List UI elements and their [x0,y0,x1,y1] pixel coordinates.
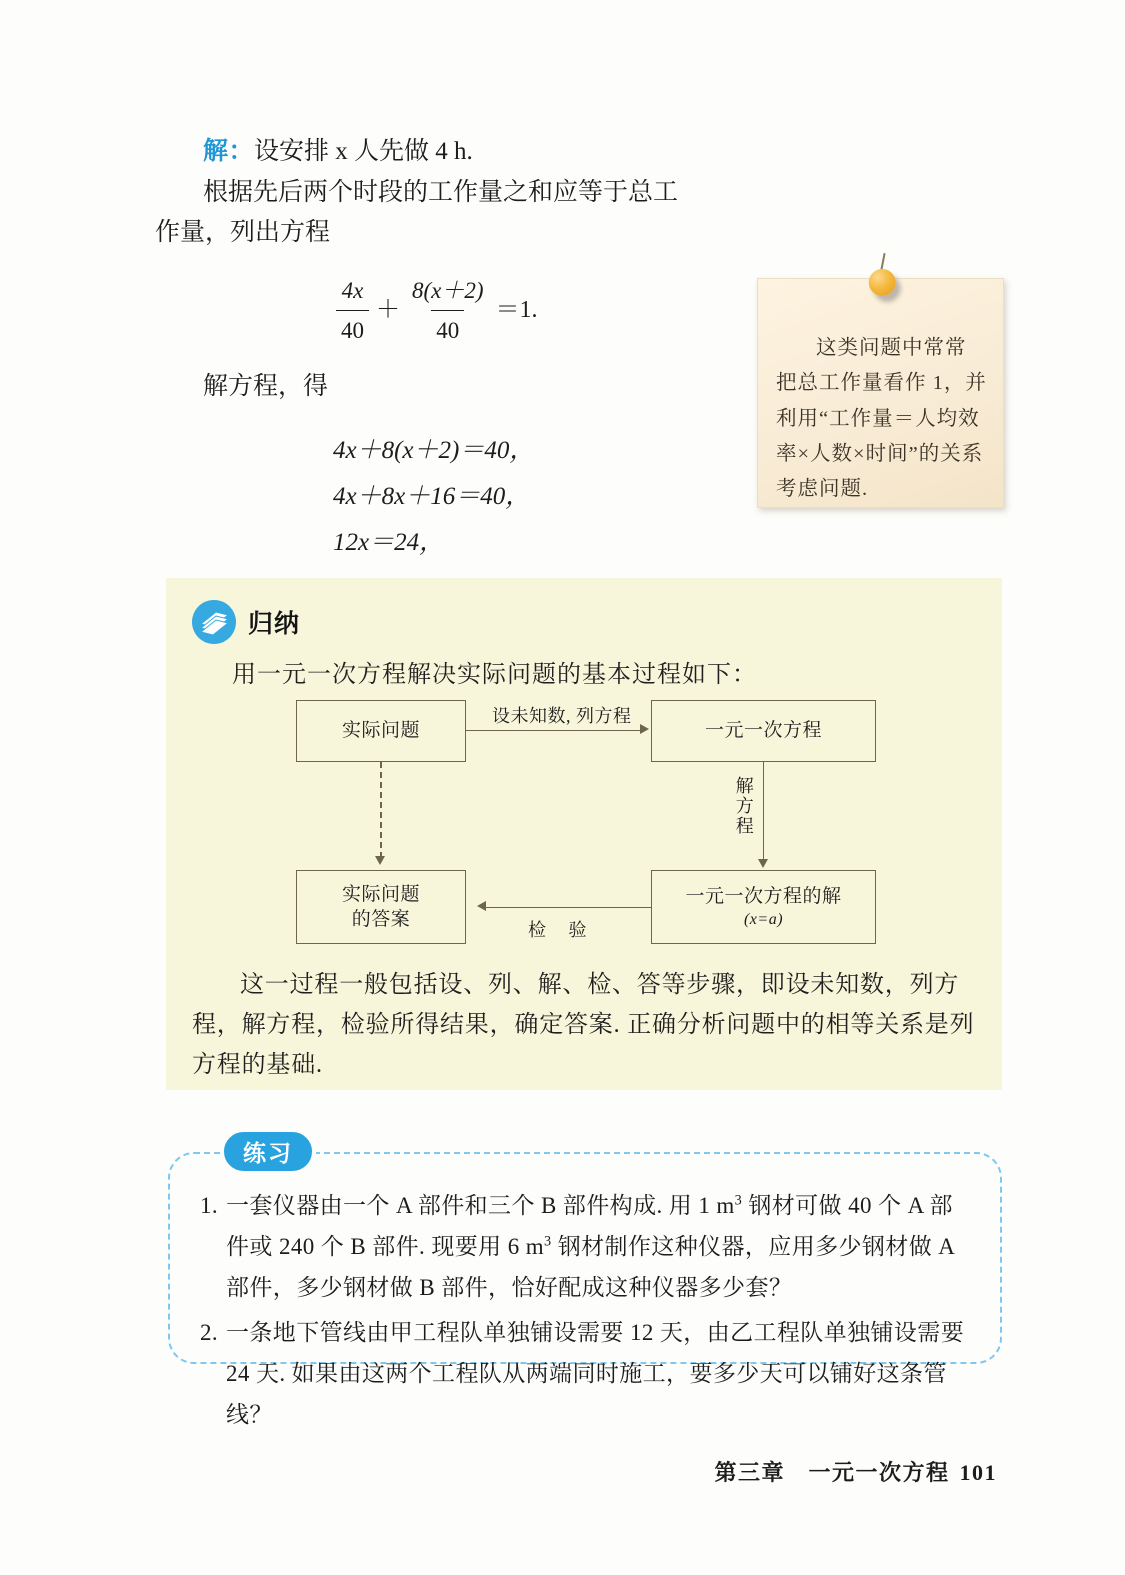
flowchart [296,700,876,940]
arrowhead-solution-to-answer [477,901,486,911]
equation-step: 4x＋8(x＋2)＝40， [333,436,535,464]
flowchart-box-solution-sublabel: (x=a) [743,910,784,928]
exercise-superscript-2: 3 [544,1233,552,1250]
fraction-left-denominator: 40 [336,310,369,349]
solution-line-1: 设安排 x 人先做 4 h. [254,138,473,165]
exercise-box [168,1140,1002,1427]
list-item [192,1186,976,1309]
fraction-right-numerator: 8(x＋2) [412,277,484,303]
exercise-superscript-1: 3 [734,1192,743,1209]
exercise-number: 1. [199,1193,218,1218]
flowchart-label-solve: 解方程 [733,776,754,836]
dashed-arrow-problem-to-answer [380,762,382,858]
exercise-text [226,1186,976,1309]
exercise-text-part-1: 一条地下管线由甲工程队单独铺设需要 12 天，由乙工程队单独铺设需要 24 天. 如果由这两个工程队从两端同时施工，要多少天可以铺好这条管线？ [226,1319,965,1427]
fraction-left-numerator: 4x [341,277,364,303]
sticky-note [757,278,1004,508]
plus-sign: ＋ [376,296,400,323]
fraction-left [336,272,369,350]
summary-header [192,600,300,644]
exercise-text [226,1313,976,1436]
list-item [192,1313,976,1436]
equation-rhs: ＝1. [495,296,538,323]
summary-footer-text: 这一过程一般包括设、列、解、检、答等步骤，即设未知数，列方程，解方程，检验所得结果，确定答案. 正确分析问题中的相等关系是列方程的基础. [192,972,975,1078]
sticky-note-text: 这类问题中常常把总工作量看作 1，并利用“工作量＝人均效率×人数×时间”的关系考虑问题. [776,337,987,500]
arrow-equation-to-solution [763,762,764,862]
arrowhead-problem-to-answer [375,856,385,865]
summary-intro: 用一元一次方程解决实际问题的基本过程如下： [232,662,757,688]
page-number: 101 [959,1460,997,1485]
flowchart-box-answer-label-2: 的答案 [351,909,411,930]
arrow-problem-to-equation [466,730,644,731]
exercise-text-part-1: 一套仪器由一个 A 部件和三个 B 部件构成. 用 1 m [226,1193,735,1218]
arrow-solution-to-answer [486,907,651,908]
flowchart-box-solution-label: 一元一次方程的解 [685,885,842,907]
pushpin-head [868,269,895,296]
solve-prompt: 解方程，得 [203,373,329,400]
fraction-right-denominator: 40 [431,310,464,349]
pushpin-icon [866,265,900,299]
arrowhead-equation-to-solution [758,859,768,868]
footer-chapter: 第三章 一元一次方程 [714,1460,950,1485]
flowchart-box-equation [651,700,876,762]
equation-step: 12x＝24， [333,529,445,556]
flowchart-box-solution [651,870,876,944]
exercise-text-part-3: 钢材制作这种仪器，应用多少钢材做 A 部件，多少钢材做 B 部件，恰好配成这种仪器多少套？ [226,1233,955,1300]
solve-label: 解： [203,138,255,165]
fraction-right [407,272,489,350]
exercise-number: 2. [199,1319,218,1345]
exercise-list [192,1186,976,1440]
solution-line-2: 根据先后两个时段的工作量之和应等于总工 [203,178,679,206]
book-stack-icon [192,600,236,644]
solution-line-3: 作量，列出方程 [155,219,331,246]
arrowhead-problem-to-equation [640,724,649,734]
flowchart-box-problem-label: 实际问题 [341,720,420,742]
flowchart-box-answer [296,870,466,944]
flowchart-box-problem [296,700,466,762]
summary-title: 归纳 [248,610,301,638]
flowchart-box-equation-label: 一元一次方程 [704,720,822,742]
flowchart-box-answer-label-1: 实际问题 [341,883,420,905]
flowchart-label-setup: 设未知数, 列方程 [492,706,632,726]
exercise-badge: 练习 [220,1128,316,1175]
solution-first-line [155,132,735,173]
summary-box [166,578,1002,1090]
fraction-equation [333,272,735,350]
page-footer [714,1456,997,1487]
equation-step: 4x＋8x＋16＝40， [333,482,531,510]
flowchart-label-check: 检 验 [528,920,596,940]
exercise-text-part-2: 钢材可做 40 个 A 部件或 240 个 B 部件. 现要用 6 m [226,1193,953,1259]
